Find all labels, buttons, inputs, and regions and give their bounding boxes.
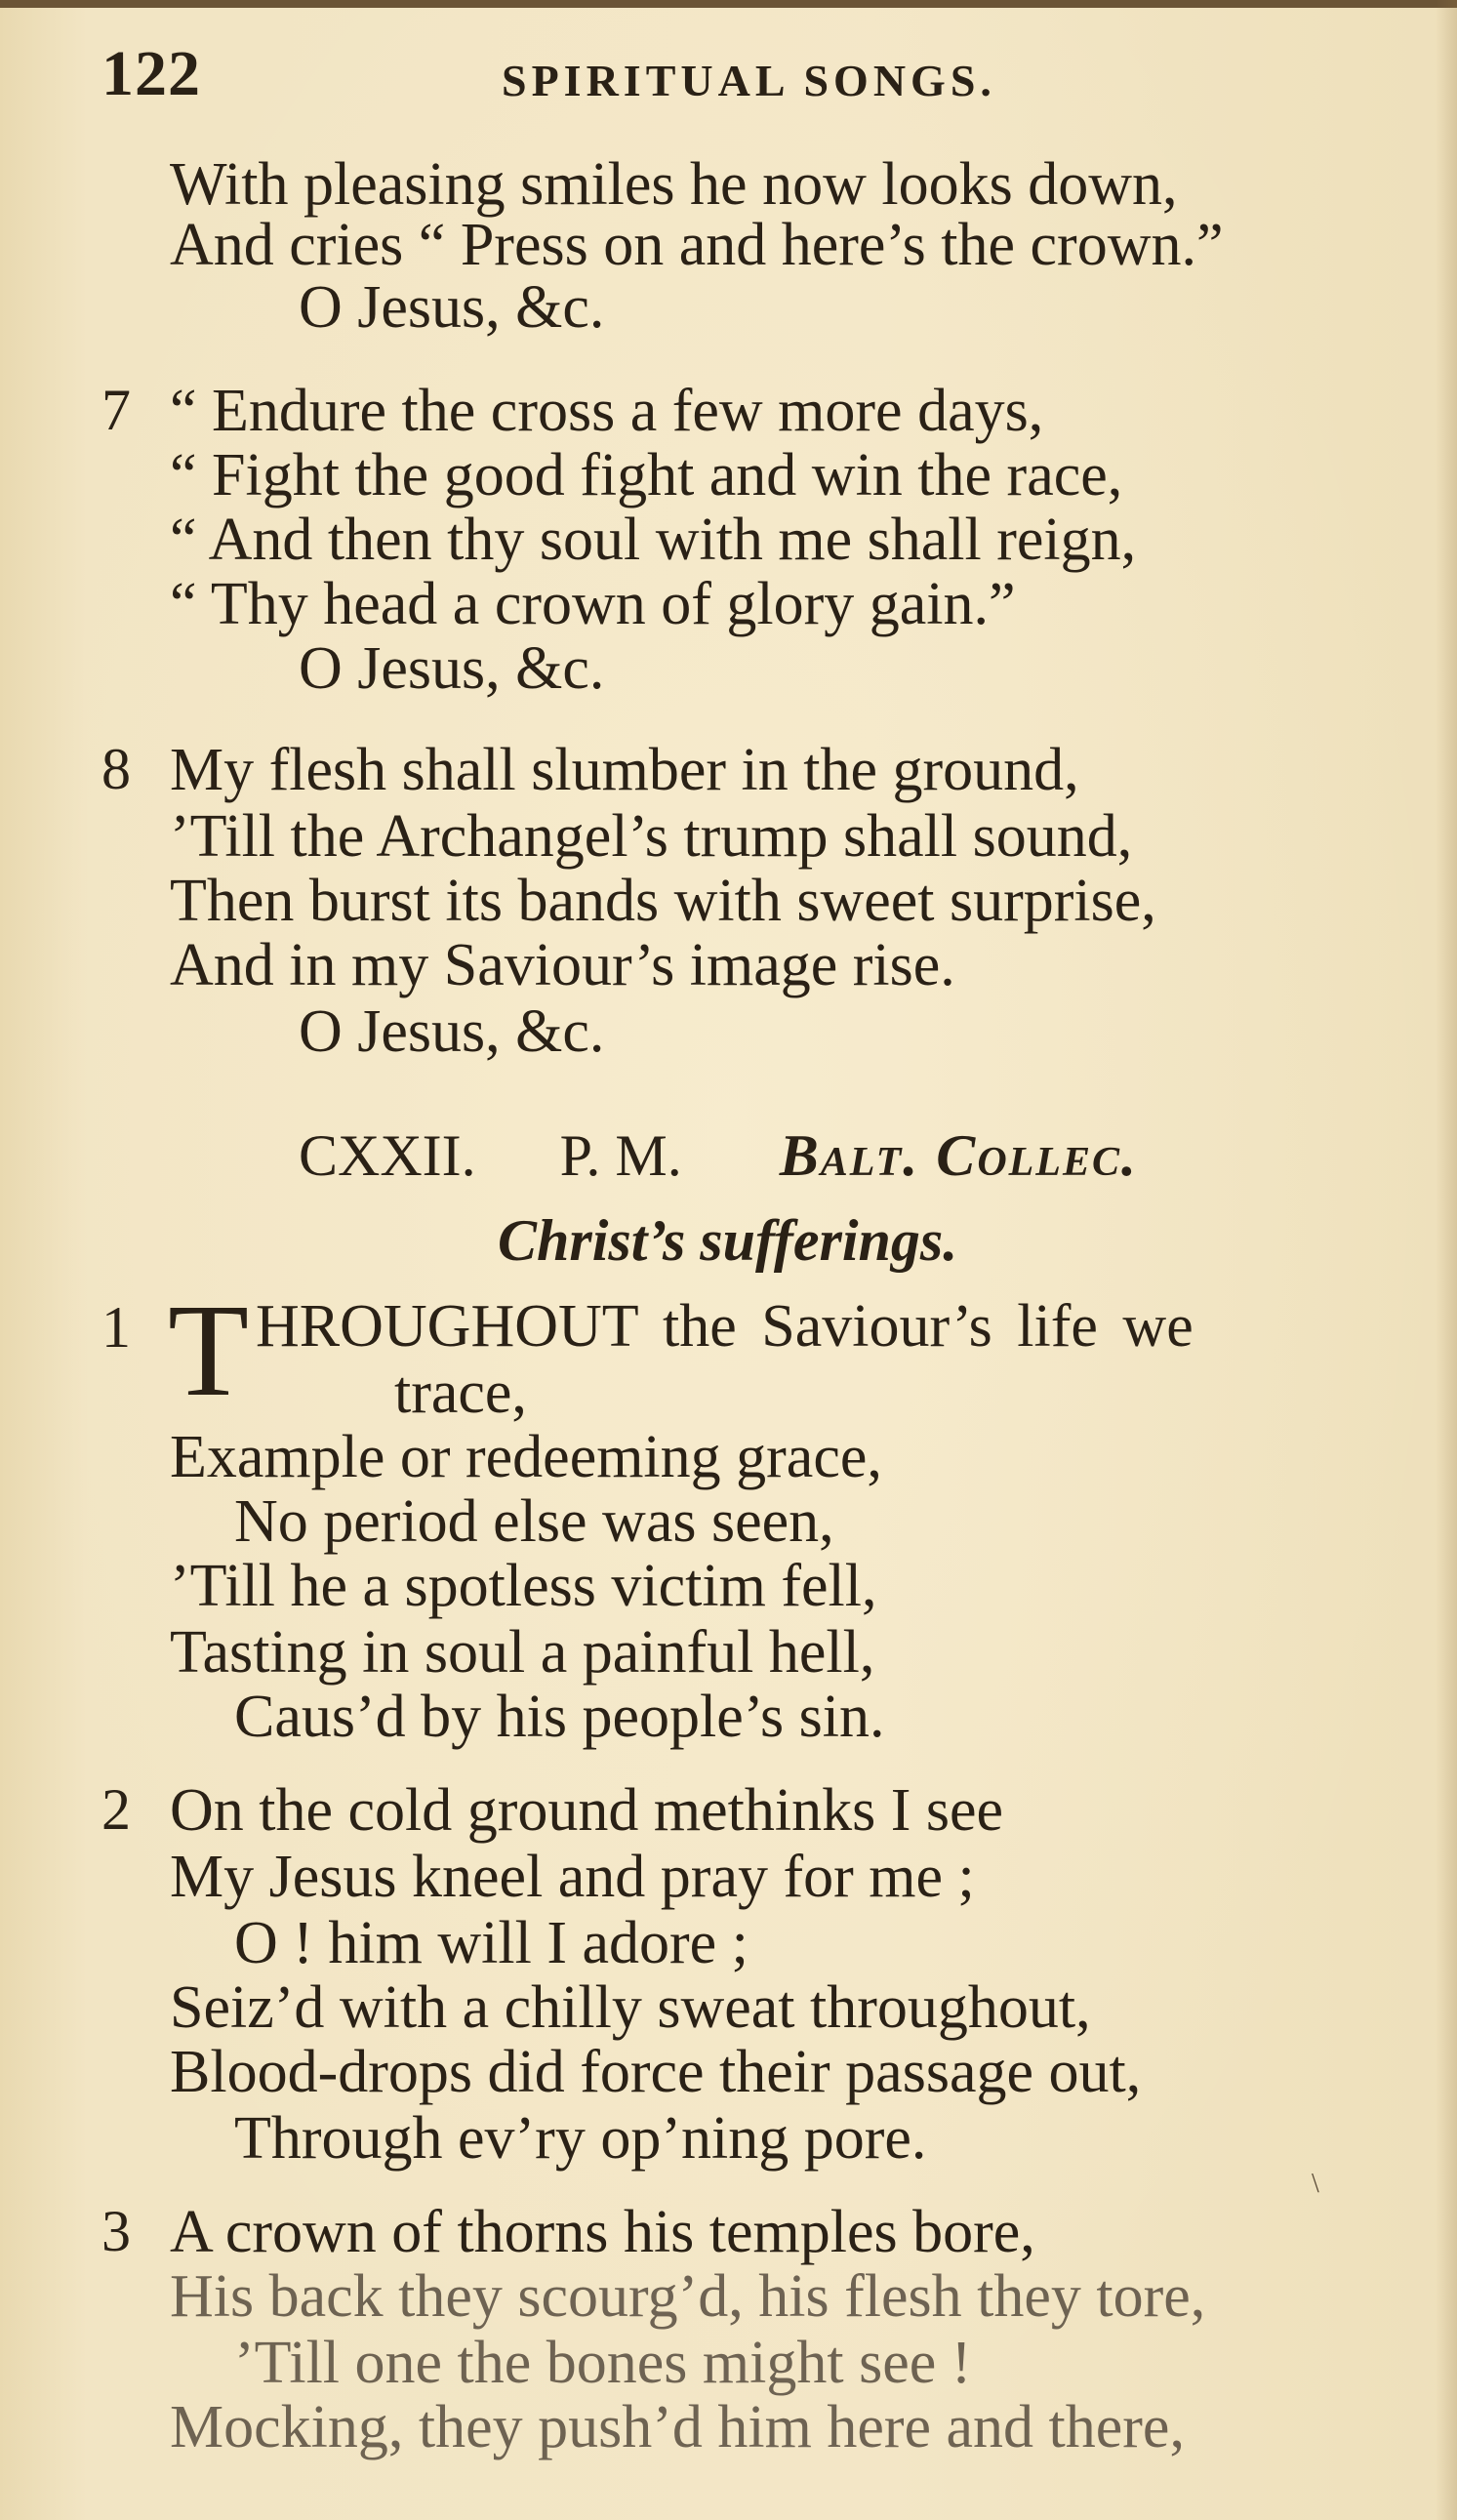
running-head: SPIRITUAL SONGS. bbox=[502, 56, 996, 105]
stanza-line: ’Till he a spotless victim fell, bbox=[170, 1553, 877, 1619]
verse-number: 7 bbox=[101, 378, 131, 442]
stanza-line: Seiz’d with a chilly sweat throughout, bbox=[170, 1974, 1091, 2041]
verse-line: With pleasing smiles he now looks down, bbox=[170, 151, 1178, 218]
verse-line: “ And then thy soul with me shall reign, bbox=[170, 507, 1137, 573]
chorus-line: O Jesus, &c. bbox=[299, 635, 605, 702]
stanza-number: 1 bbox=[101, 1295, 131, 1360]
verse-line: “ Endure the cross a few more days, bbox=[170, 378, 1044, 444]
stanza-line: On the cold ground methinks I see bbox=[170, 1777, 1004, 1844]
hymn-number: CXXII. bbox=[299, 1123, 476, 1188]
chorus-line: O Jesus, &c. bbox=[299, 998, 605, 1065]
stanza-line: O ! him will I adore ; bbox=[234, 1910, 749, 1976]
stanza-line: Tasting in soul a painful hell, bbox=[170, 1619, 875, 1686]
verse-line: “ Thy head a crown of glory gain.” bbox=[170, 571, 1016, 637]
verse-line: Then burst its bands with sweet surprise, bbox=[170, 868, 1156, 934]
stanza-line: HROUGHOUT the Saviour’s life we bbox=[256, 1293, 1194, 1360]
hymn-heading bbox=[299, 1122, 1275, 1190]
stanza-number: 3 bbox=[101, 2199, 131, 2263]
stanza-line: His back they scourg’d, his flesh they tore, bbox=[170, 2263, 1206, 2330]
ink-mark: \ bbox=[1312, 2169, 1319, 2199]
stanza-line: My Jesus kneel and pray for me ; bbox=[170, 1844, 975, 1910]
stanza-line: Caus’d by his people’s sin. bbox=[234, 1684, 885, 1750]
stanza-number: 2 bbox=[101, 1777, 131, 1842]
stanza-line: A crown of thorns his temples bore, bbox=[170, 2199, 1035, 2265]
stanza-line: trace, bbox=[394, 1360, 527, 1426]
stanza-line: ’Till one the bones might see ! bbox=[234, 2330, 972, 2396]
verse-line: And in my Saviour’s image rise. bbox=[170, 932, 955, 998]
hymn-source: Balt. Collec. bbox=[779, 1123, 1138, 1188]
verse-line: “ Fight the good fight and win the race, bbox=[170, 442, 1123, 508]
hymn-title: Christ’s sufferings. bbox=[498, 1208, 958, 1273]
stanza-line: Mocking, they push’d him here and there, bbox=[170, 2394, 1185, 2460]
stanza-line: Blood-drops did force their passage out, bbox=[170, 2039, 1142, 2105]
page-number: 122 bbox=[101, 38, 201, 109]
verse-number: 8 bbox=[101, 737, 131, 801]
hymn-meter: P. M. bbox=[559, 1123, 682, 1188]
stanza-line: No period else was seen, bbox=[234, 1488, 834, 1555]
page-header bbox=[101, 37, 1253, 125]
stanza-line: Through ev’ry op’ning pore. bbox=[234, 2105, 927, 2172]
stanza-line: Example or redeeming grace, bbox=[170, 1424, 882, 1490]
chorus-line: O Jesus, &c. bbox=[299, 274, 605, 341]
verse-line: And cries “ Press on and here’s the crown.” bbox=[170, 212, 1224, 278]
drop-cap: T bbox=[168, 1278, 250, 1424]
verse-line: My flesh shall slumber in the ground, bbox=[170, 737, 1079, 803]
verse-line: ’Till the Archangel’s trump shall sound, bbox=[170, 803, 1133, 870]
